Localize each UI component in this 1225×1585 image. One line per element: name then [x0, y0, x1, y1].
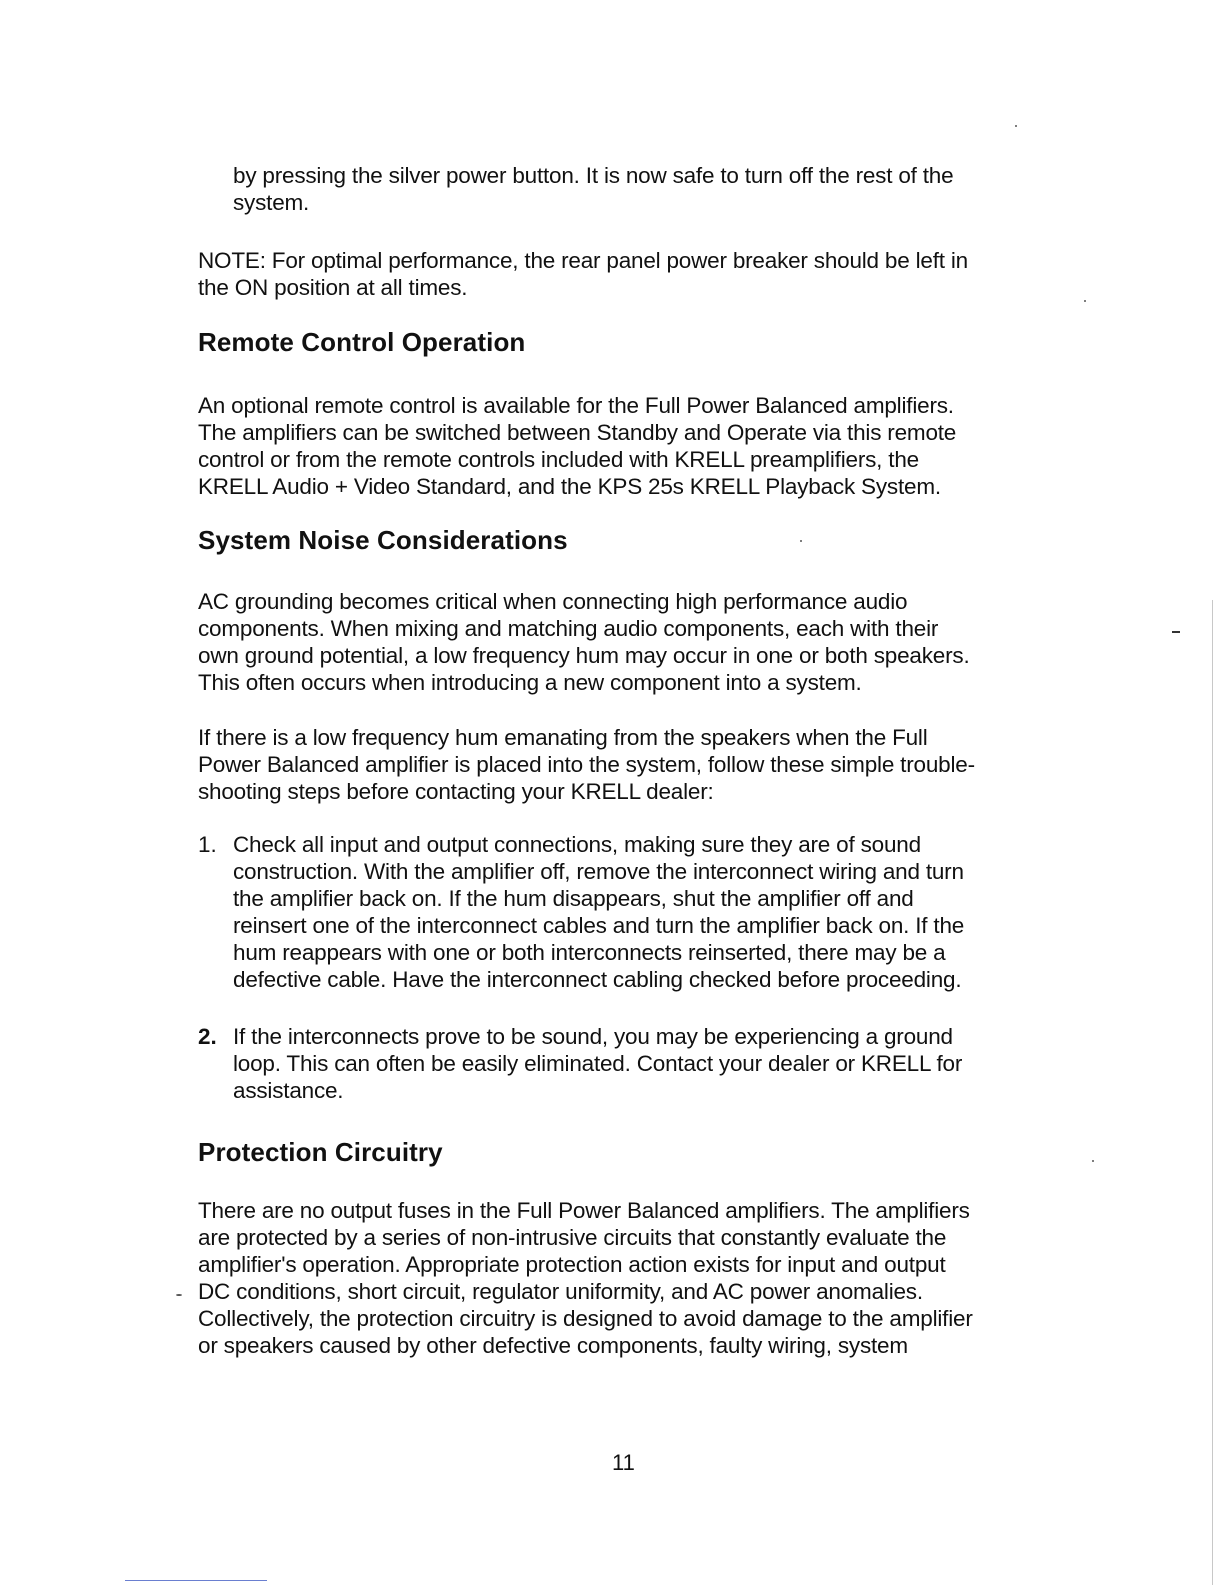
scan-dash — [1172, 631, 1180, 633]
step-number: 1. — [198, 832, 217, 857]
page-number: 11 — [612, 1450, 635, 1475]
scan-speck — [800, 540, 802, 542]
troubleshooting-step-2 — [198, 1023, 1048, 1108]
scan-edge-line — [1212, 600, 1213, 1585]
scan-speck — [1092, 1160, 1094, 1162]
intro-continuation: by pressing the silver power button. It is now safe to turn off the rest of the system. — [233, 163, 954, 215]
note-paragraph: NOTE: For optimal performance, the rear panel power breaker should be left in the ON position at all times. — [198, 248, 968, 300]
remote-control-body: An optional remote control is available for the Full Power Balanced amplifiers. The amplifiers can be switched between Standby and Operate via this remote control or from the remote controls included with KRELL preamplifiers, the KRELL Audio + Video Standard, and the KPS 25s KRELL Playback System. — [198, 393, 957, 499]
scan-speck — [1015, 125, 1017, 127]
step-text: If the interconnects prove to be sound, you may be experiencing a ground loop. This can often be easily eliminated. Contact your dealer or KRELL for assistance. — [233, 1024, 963, 1103]
protection-circuitry-heading: Protection Circuitry — [198, 1137, 443, 1167]
scan-speck — [1084, 300, 1086, 302]
remote-control-heading: Remote Control Operation — [198, 327, 526, 357]
step-text: Check all input and output connections, making sure they are of sound construction. With the amplifier off, remove the interconnect wiring and turn the amplifier back on. If the hum disappears, shut the amplifier off and reinsert one of the interconnect cables and turn the amplifier back on. If the hum reappears with one or both interconnects reinserted, there may be a defective cable. Have the interconnect cabling checked before proceeding. — [233, 832, 965, 992]
protection-circuitry-body: There are no output fuses in the Full Power Balanced amplifiers. The amplifiers are protected by a series of non-intrusive circuits that constantly evaluate the amplifier's operation. Appropriate protection action exists for input and output DC conditions, short circuit, regulator uniformity, and AC power anomalies. Collectively, the protection circuitry is designed to avoid damage to the amplifier or speakers caused by other defective components, faulty wiring, system — [198, 1198, 973, 1358]
scan-speck — [176, 1294, 182, 1296]
system-noise-body-2: If there is a low frequency hum emanating from the speakers when the Full Power Balanced amplifier is placed into the system, follow these simple trouble- shooting steps before contacting your KRELL dealer: — [198, 725, 975, 804]
step-number: 2. — [198, 1024, 217, 1049]
system-noise-body-1: AC grounding becomes critical when connecting high performance audio components. When mixing and matching audio components, each with their own ground potential, a low frequency hum may occur in one or both speakers. This often occurs when introducing a new component into a system. — [198, 589, 970, 695]
system-noise-heading: System Noise Considerations — [198, 525, 568, 555]
troubleshooting-step-1 — [198, 831, 1048, 996]
scan-bottom-line — [125, 1580, 267, 1581]
